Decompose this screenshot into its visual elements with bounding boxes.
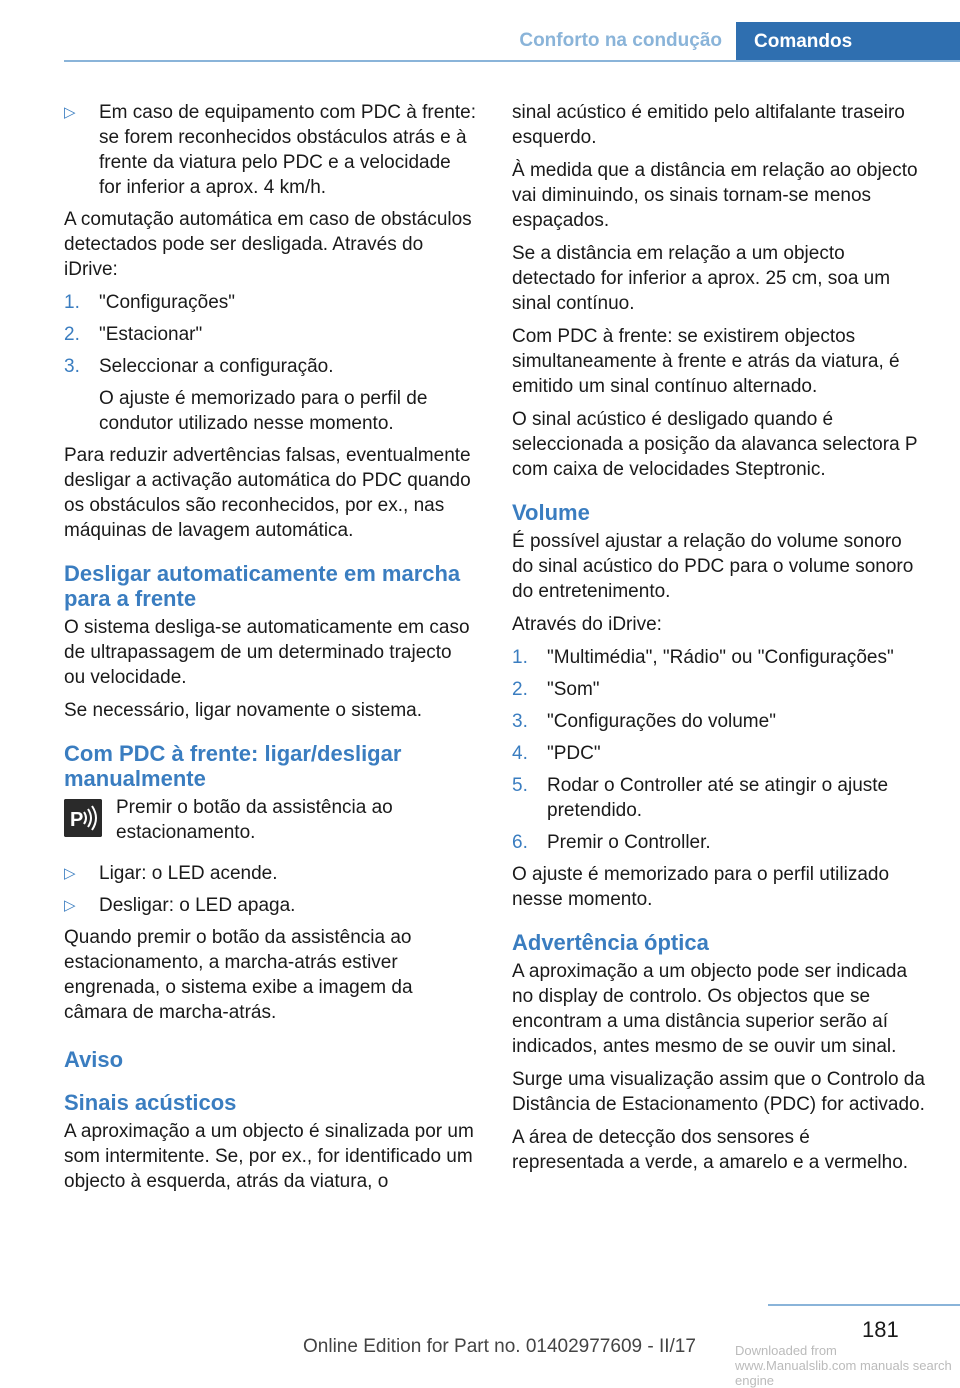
paragraph: A comutação automática em caso de obstáculos detectados pode ser desligada. Através do iDrive: [64,209,472,280]
paragraph: Quando premir o botão da assistência ao estacionamento, a marcha-atrás estiver engrenada, o sistema exibe a imagem da câmara de marcha-atrás. [64,927,413,1023]
edition-note: Online Edition for Part no. 01402977609 - II/17 [303,1336,696,1357]
paragraph: Surge uma visualização assim que o Controlo da Distância de Estacionamento (PDC) for activado. [512,1069,925,1115]
bullet-text: Ligar: o LED acende. [99,863,278,884]
list-item [512,773,926,823]
footer-rule [768,1304,960,1306]
bullet-text: Em caso de equipamento com PDC à frente: se forem reconhecidos obstáculos atrás e à frente da viatura pelo PDC e a velocidade for inferior a aprox. 4 km/h. [99,102,477,198]
step-number: 5. [512,775,528,796]
bullet-text: Desligar: o LED apaga. [99,895,296,916]
step-number: 4. [512,743,528,764]
step-text: Rodar o Controller até se atingir o ajuste pretendido. [547,775,889,821]
paragraph: A aproximação a um objecto pode ser indicada no display de controlo. Os objectos que se encontram a uma distância superior serão aí indicados, antes mesmo de se ouvir um sinal. [512,961,908,1057]
paragraph: É possível ajustar a relação do volume sonoro do sinal acústico do PDC para o volume sonoro do entretenimento. [512,531,914,602]
step-text: "Configurações" [99,292,236,313]
list-item [512,830,926,855]
paragraph: A aproximação a um objecto é sinalizada por um som intermitente. Se, por ex., for identificado um objecto à esquerda, atrás da viatura, o [64,1121,474,1192]
paragraph: O sistema desliga-se automaticamente em caso de ultrapassagem de um determinado trajecto ou velocidade. [64,617,470,688]
list-item [64,893,478,918]
page-number: 181 [862,1317,899,1342]
step-number: 1. [512,647,528,668]
left-column [64,100,478,1202]
list-item [64,100,478,200]
list-item [64,290,478,315]
section-heading: Sinais acústicos [64,1090,237,1115]
step-text: "Som" [547,679,600,700]
list-item [64,861,478,886]
triangle-bullet-icon: ▷ [64,104,76,121]
section-heading: Advertência óptica [512,930,709,955]
paragraph: sinal acústico é emitido pelo altifalante traseiro esquerdo. [512,102,905,148]
list-item [512,677,926,702]
list-item [512,645,926,670]
header-rule [64,60,960,62]
section-heading: Volume [512,500,590,525]
list-item [64,322,478,347]
paragraph: O sinal acústico é desligado quando é seleccionada a posição da alavanca selectora P com caixa de velocidades Steptronic. [512,409,918,480]
list-item [512,709,926,734]
step-number: 3. [512,711,528,732]
icon-text: Premir o botão da assistência ao estacionamento. [116,797,393,843]
triangle-bullet-icon: ▷ [64,897,76,914]
step-text: "Estacionar" [99,324,203,345]
section-title: Conforto na condução [519,30,722,51]
paragraph: Com PDC à frente: se existirem objectos simultaneamente à frente e atrás da viatura, é emitido um sinal contínuo alternado. [512,326,900,397]
list-item [64,354,478,379]
step-text: "Configurações do volume" [547,711,776,732]
chapter-tab: Comandos [736,22,960,62]
list-item [512,741,926,766]
parking-assist-icon [64,799,102,837]
step-note: O ajuste é memorizado para o perfil de condutor utilizado nesse momento. [99,388,428,434]
step-text: "PDC" [547,743,601,764]
paragraph: Para reduzir advertências falsas, eventualmente desligar a activação automática do PDC quando os obstáculos são reconhecidos, por ex., nas máquinas de lavagem automática. [64,445,471,541]
paragraph: Se necessário, ligar novamente o sistema. [64,700,423,721]
paragraph: Através do iDrive: [512,614,662,635]
triangle-bullet-icon: ▷ [64,865,76,882]
step-number: 1. [64,292,80,313]
paragraph: Se a distância em relação a um objecto detectado for inferior a aprox. 25 cm, soa um sinal contínuo. [512,243,891,314]
step-text: Premir o Controller. [547,832,711,853]
svg-text:P: P [70,809,84,831]
step-number: 3. [64,356,80,377]
step-number: 2. [64,324,80,345]
step-text: Seleccionar a configuração. [99,356,334,377]
watermark: Downloaded from www.Manualslib.com manuals search engine [735,1343,952,1388]
section-heading: Com PDC à frente: ligar/desligar manualmente [64,741,402,791]
section-heading: Aviso [64,1047,124,1072]
page-header [0,0,960,62]
paragraph: A área de detecção dos sensores é representada a verde, a amarelo e a vermelho. [512,1127,909,1173]
step-number: 6. [512,832,528,853]
section-heading: Desligar automaticamente em marcha para a frente [64,561,461,611]
icon-instruction [64,795,478,845]
paragraph: À medida que a distância em relação ao objecto vai diminuindo, os sinais tornam-se menos espaçados. [512,160,918,231]
paragraph: O ajuste é memorizado para o perfil utilizado nesse momento. [512,864,890,910]
step-text: "Multimédia", "Rádio" ou "Configurações" [547,647,894,668]
right-column [512,100,926,1183]
step-number: 2. [512,679,528,700]
